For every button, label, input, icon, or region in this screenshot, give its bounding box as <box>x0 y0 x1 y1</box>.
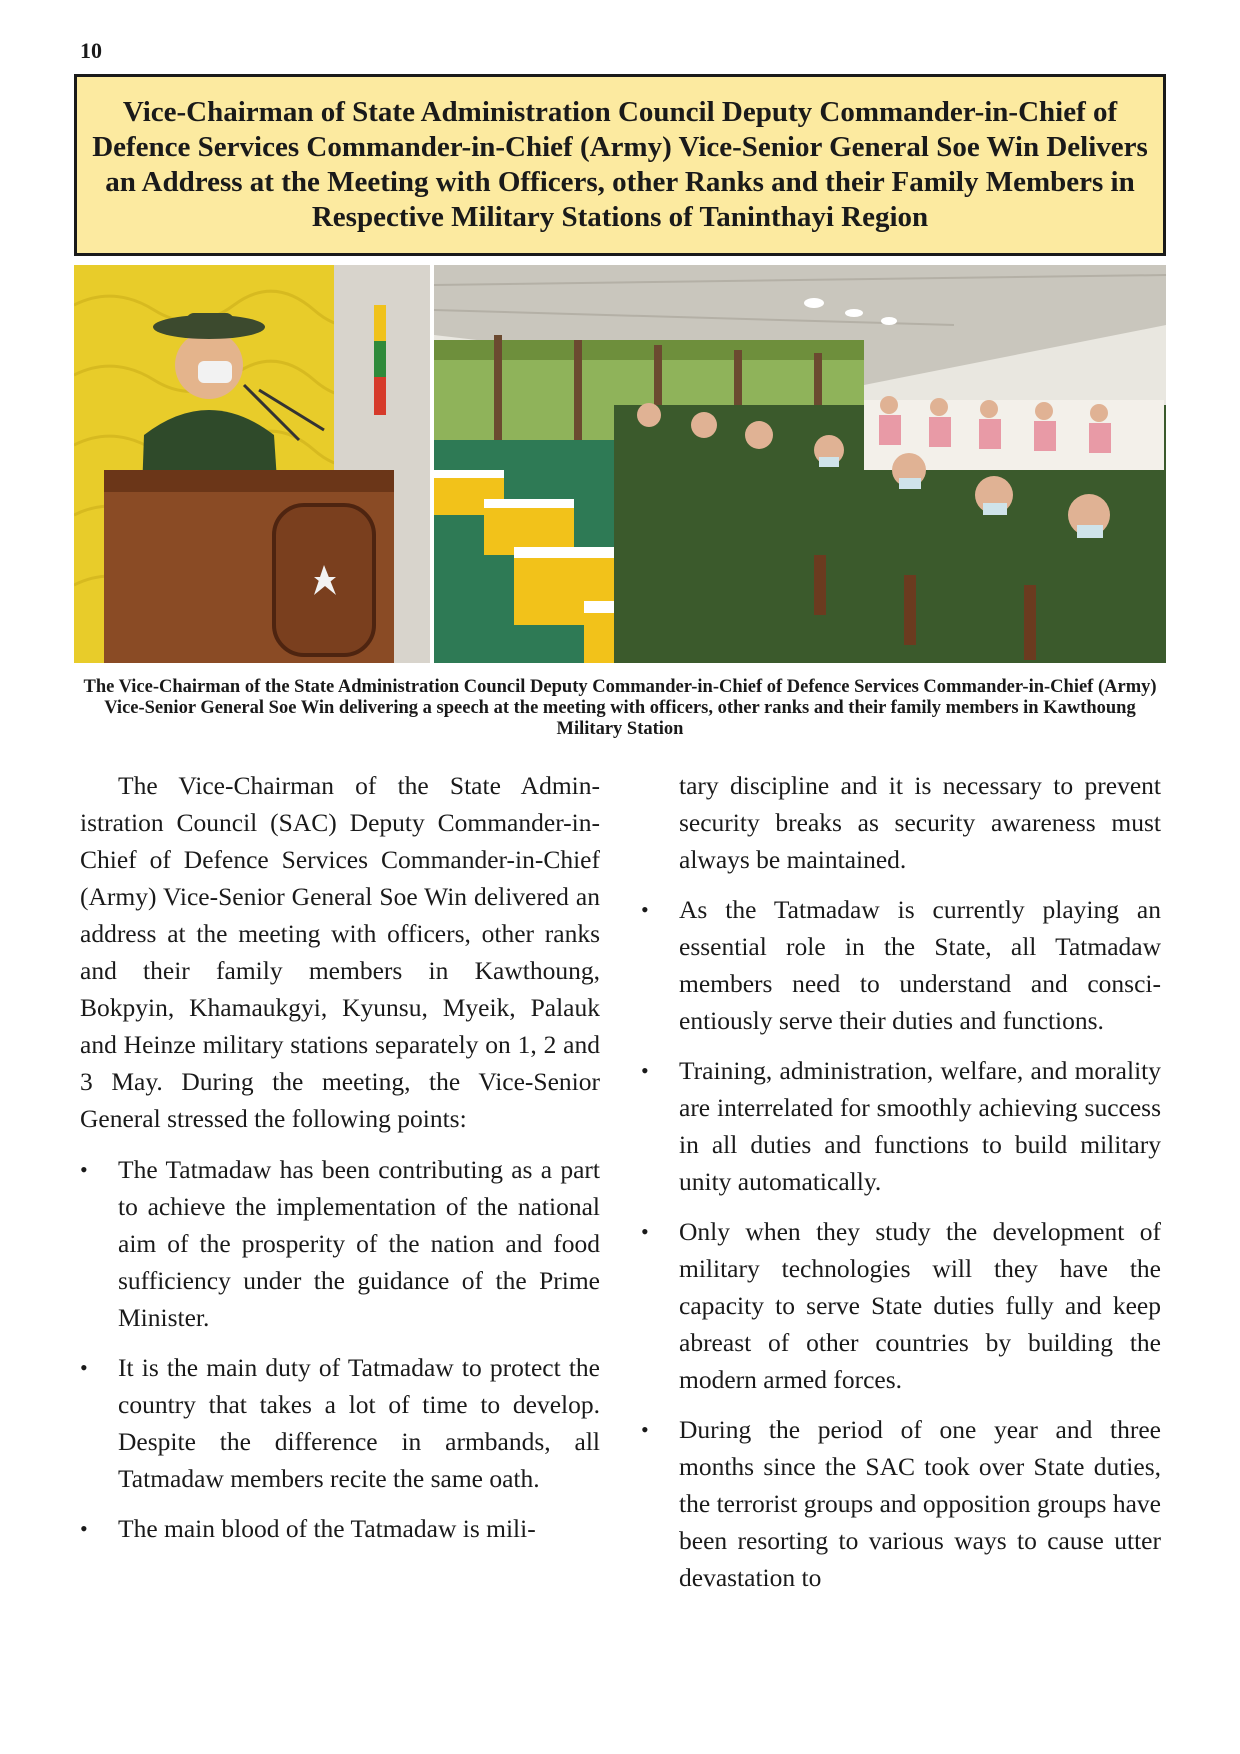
list-item <box>80 1349 600 1497</box>
bullet-text: Training, administration, welfare, and morality are interrelated for smoothly achieving success in all duties and functions to build military unity automatically. <box>679 1056 1161 1196</box>
body-column-left <box>80 767 600 1560</box>
photo-caption: The Vice-Chairman of the State Administration Council Deputy Commander-in-Chief of Defence Services Commander-in-Chief (Army) Vice-Senior General Soe Win delivering a speech at the meeting with officers, other ranks and their family members in Kawthoung Military Station <box>83 677 1157 739</box>
bullet-icon: • <box>641 1219 649 1244</box>
speaker-photo <box>74 265 430 663</box>
bullet-icon: • <box>80 1157 88 1182</box>
bullet-text: As the Tatmadaw is currently playing an essential role in the State, all Tatmadaw members need to understand and conscientiously serve their duties and functions. <box>679 895 1161 1035</box>
list-item <box>80 1151 600 1336</box>
list-item <box>641 1052 1161 1200</box>
continued-paragraph: tary discipline and it is necessary to prevent security breaks as security awareness must always be maintained. <box>679 771 1161 874</box>
bullet-icon: • <box>80 1355 88 1380</box>
page-number: 10 <box>80 38 102 63</box>
bullet-text: The Tatmadaw has been contributing as a part to achieve the implementation of the national aim of the prosperity of the nation and food sufficiency under the guidance of the Prime Minister. <box>118 1155 600 1332</box>
bullet-icon: • <box>80 1516 88 1541</box>
list-item <box>80 1510 600 1547</box>
bullet-text: During the period of one year and three months since the SAC took over State duties, the terrorist groups and opposition groups have been resorting to various ways to cause utter devastation to <box>679 1415 1161 1592</box>
audience-photo <box>434 265 1166 663</box>
bullet-list-left <box>80 1151 600 1547</box>
bullet-icon: • <box>641 1058 649 1083</box>
headline: Vice-Chairman of State Administration Council Deputy Commander-in-Chief of Defence Services Commander-in-Chief (Army) Vice-Senior General Soe Win Delivers an Address at the Meeting with Officers, other Ranks and their Family Members in Respective Military Stations of Taninthayi Region <box>92 96 1148 233</box>
list-item <box>641 1411 1161 1596</box>
bullet-list-right <box>641 891 1161 1596</box>
bullet-text: The main blood of the Tatmadaw is mili- <box>118 1514 536 1543</box>
bullet-icon: • <box>641 1417 649 1442</box>
bullet-text: Only when they study the development of military technologies will they have the capacity to serve State duties fully and keep abreast of other countries by building the modern armed forces. <box>679 1217 1161 1394</box>
bullet-text: It is the main duty of Tatmadaw to protect the country that takes a lot of time to develop. Despite the difference in armbands, all Tatmadaw members recite the same oath. <box>118 1353 600 1493</box>
list-item <box>641 891 1161 1039</box>
intro-paragraph: The Vice-Chairman of the State Administration Council (SAC) Deputy Commander-in-Chief of Defence Services Commander-in-Chief (Army) Vice-Senior General Soe Win delivered an address at the meeting with officers, other ranks and their family members in Kawthoung, Bokpyin, Khamaukgyi, Kyunsu, Myeik, Palauk and Heinze military stations separately on 1, 2 and 3 May. During the meeting, the Vice-Senior General stressed the following points: <box>80 771 600 1133</box>
headline-box <box>74 74 1166 256</box>
bullet-icon: • <box>641 897 649 922</box>
list-item <box>641 1213 1161 1398</box>
body-column-right <box>641 767 1161 1609</box>
